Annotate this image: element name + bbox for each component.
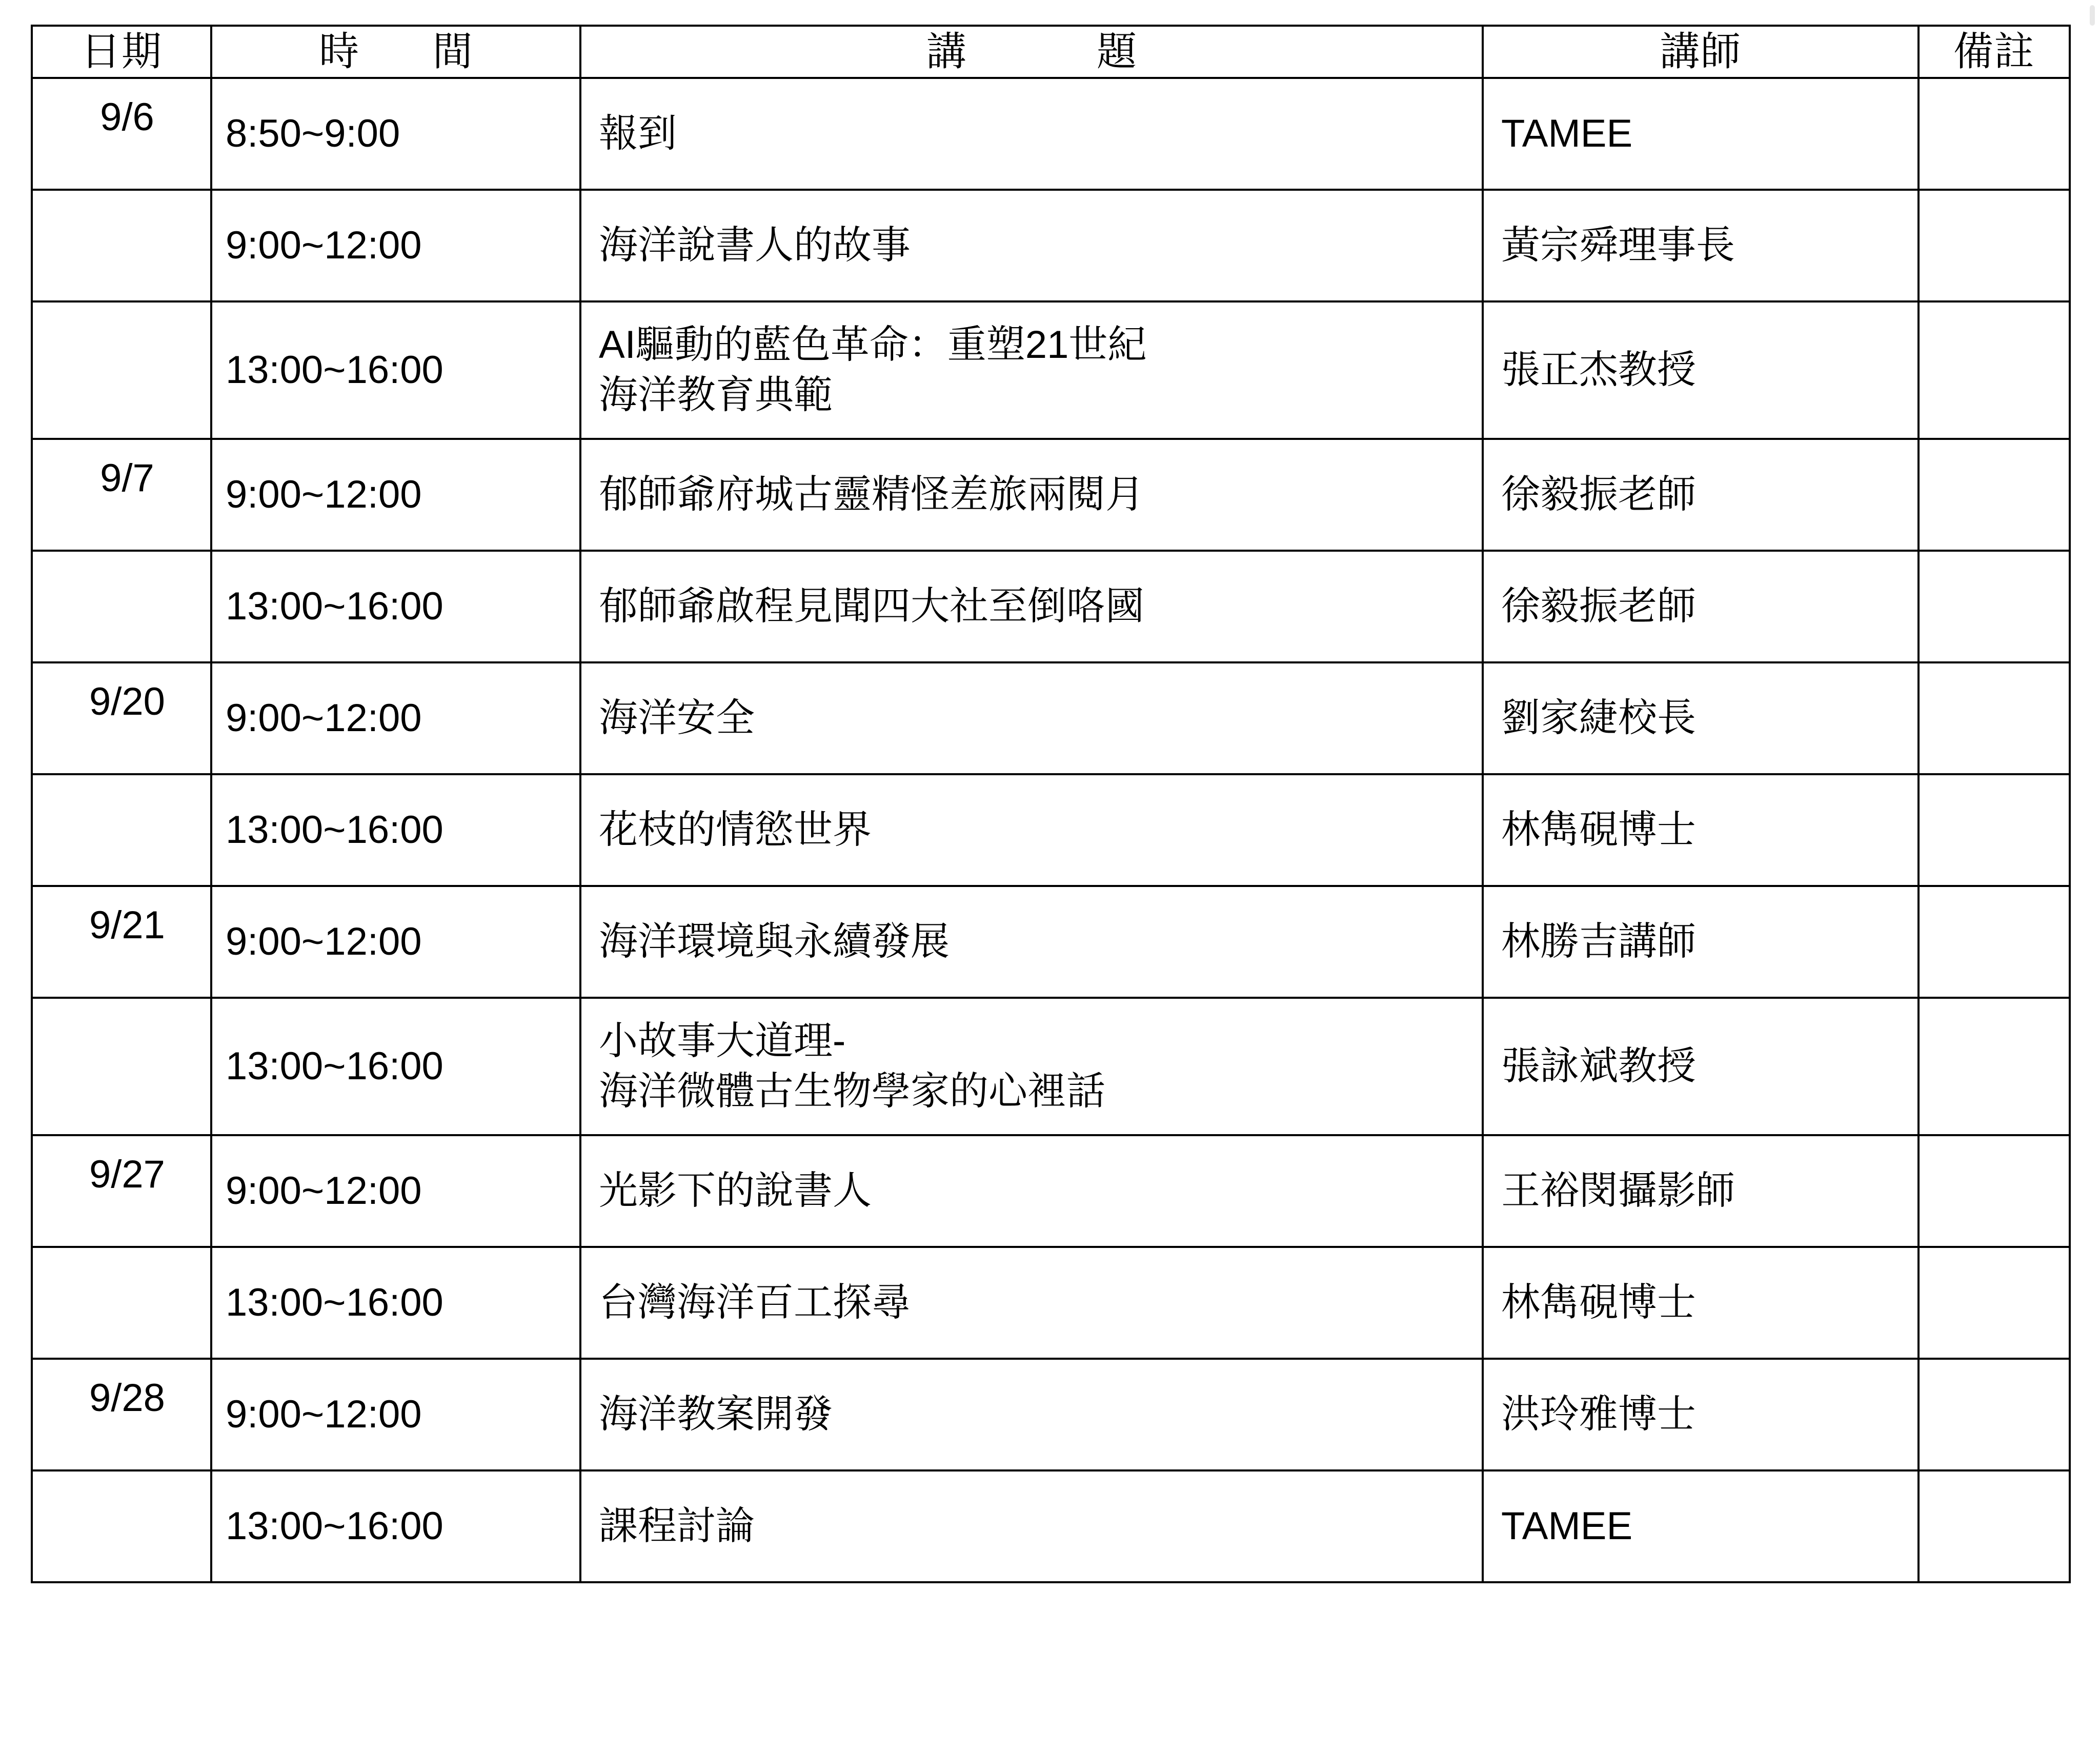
cell-time: 13:00~16:00 — [211, 1247, 580, 1359]
cell-date — [32, 998, 211, 1135]
topic-line-1: 小故事大道理- — [599, 1019, 846, 1063]
cell-speaker: 林雋硯博士 — [1483, 774, 1919, 886]
cell-note — [1919, 1135, 2070, 1247]
topic-line-1: 花枝的情慾世界 — [599, 808, 872, 852]
cell-topic — [580, 439, 1483, 551]
table-row — [32, 1247, 2070, 1359]
table-row — [32, 1470, 2070, 1582]
table-row — [32, 774, 2070, 886]
table-row — [32, 662, 2070, 774]
cell-speaker: 徐毅振老師 — [1483, 439, 1919, 551]
cell-date — [32, 78, 211, 190]
table-row — [32, 190, 2070, 301]
cell-note — [1919, 551, 2070, 662]
cell-time: 13:00~16:00 — [211, 774, 580, 886]
topic-line-1: 海洋安全 — [599, 696, 755, 740]
cell-time: 9:00~12:00 — [211, 190, 580, 301]
cell-note — [1919, 1359, 2070, 1470]
cell-note — [1919, 1247, 2070, 1359]
cell-note — [1919, 1470, 2070, 1582]
cell-time: 13:00~16:00 — [211, 551, 580, 662]
topic-line-2: 海洋教育典範 — [599, 373, 833, 417]
cell-date — [32, 190, 211, 301]
schedule-table — [31, 25, 2071, 1583]
column-header-topic: 講 題 — [580, 26, 1483, 78]
topic-line-1: 郁師爺啟程見聞四大社至倒咯國 — [599, 584, 1144, 628]
cell-time: 13:00~16:00 — [211, 1470, 580, 1582]
topic-line-1: 海洋說書人的故事 — [599, 223, 911, 267]
cell-speaker: 洪玲雅博士 — [1483, 1359, 1919, 1470]
cell-note — [1919, 301, 2070, 439]
cell-topic — [580, 1470, 1483, 1582]
column-header-date: 日期 — [32, 26, 211, 78]
cell-date — [32, 662, 211, 774]
topic-line-1: AI驅動的藍色革命：重塑21世紀 — [599, 323, 1147, 367]
cell-topic — [580, 301, 1483, 439]
cell-note — [1919, 439, 2070, 551]
cell-time: 13:00~16:00 — [211, 301, 580, 439]
column-header-speaker: 講師 — [1483, 26, 1919, 78]
cell-speaker: 張正杰教授 — [1483, 301, 1919, 439]
cell-speaker: 林雋硯博士 — [1483, 1247, 1919, 1359]
cell-speaker: 黃宗舜理事長 — [1483, 190, 1919, 301]
cell-date — [32, 301, 211, 439]
cell-note — [1919, 886, 2070, 998]
cell-date — [32, 1470, 211, 1582]
topic-line-1: 光影下的說書人 — [599, 1168, 872, 1213]
topic-line-1: 課程討論 — [599, 1504, 755, 1548]
cell-topic — [580, 998, 1483, 1135]
cell-topic — [580, 774, 1483, 886]
cell-topic — [580, 78, 1483, 190]
cell-note — [1919, 662, 2070, 774]
table-row — [32, 886, 2070, 998]
cell-note — [1919, 998, 2070, 1135]
scrollbar-thumb[interactable] — [2090, 5, 2095, 26]
table-header-row — [32, 26, 2070, 78]
date-text: 9/7 — [100, 456, 154, 500]
topic-line-1: 報到 — [599, 111, 677, 155]
cell-topic — [580, 662, 1483, 774]
cell-date — [32, 551, 211, 662]
cell-topic — [580, 551, 1483, 662]
date-text: 9/6 — [100, 95, 154, 139]
date-text: 9/21 — [89, 903, 165, 947]
table-row — [32, 439, 2070, 551]
cell-date — [32, 1247, 211, 1359]
cell-date — [32, 1359, 211, 1470]
table-row — [32, 1359, 2070, 1470]
column-header-time: 時 間 — [211, 26, 580, 78]
cell-time: 8:50~9:00 — [211, 78, 580, 190]
cell-time: 9:00~12:00 — [211, 886, 580, 998]
table-row — [32, 78, 2070, 190]
cell-date — [32, 439, 211, 551]
schedule-table-body — [32, 78, 2070, 1582]
cell-speaker: 王裕閔攝影師 — [1483, 1135, 1919, 1247]
cell-time: 9:00~12:00 — [211, 662, 580, 774]
cell-speaker: 徐毅振老師 — [1483, 551, 1919, 662]
cell-speaker: 林勝吉講師 — [1483, 886, 1919, 998]
column-header-note: 備註 — [1919, 26, 2070, 78]
cell-note — [1919, 774, 2070, 886]
cell-date — [32, 1135, 211, 1247]
cell-time: 9:00~12:00 — [211, 1359, 580, 1470]
topic-line-1: 海洋環境與永續發展 — [599, 919, 950, 963]
cell-speaker: 劉家緁校長 — [1483, 662, 1919, 774]
cell-topic — [580, 1135, 1483, 1247]
table-row — [32, 301, 2070, 439]
topic-line-2: 海洋微體古生物學家的心裡話 — [599, 1069, 1105, 1113]
cell-topic — [580, 886, 1483, 998]
cell-note — [1919, 190, 2070, 301]
date-text: 9/28 — [89, 1376, 165, 1420]
cell-time: 13:00~16:00 — [211, 998, 580, 1135]
cell-time: 9:00~12:00 — [211, 1135, 580, 1247]
date-text: 9/27 — [89, 1152, 165, 1196]
topic-line-1: 台灣海洋百工探尋 — [599, 1280, 911, 1324]
cell-topic — [580, 190, 1483, 301]
table-row — [32, 1135, 2070, 1247]
topic-line-1: 郁師爺府城古靈精怪差旅兩閱月 — [599, 472, 1144, 516]
cell-time: 9:00~12:00 — [211, 439, 580, 551]
cell-note — [1919, 78, 2070, 190]
table-row — [32, 998, 2070, 1135]
cell-topic — [580, 1359, 1483, 1470]
date-text: 9/20 — [89, 679, 165, 723]
topic-line-1: 海洋教案開發 — [599, 1392, 833, 1436]
cell-speaker: TAMEE — [1483, 78, 1919, 190]
cell-date — [32, 886, 211, 998]
cell-date — [32, 774, 211, 886]
table-row — [32, 551, 2070, 662]
cell-speaker: 張詠斌教授 — [1483, 998, 1919, 1135]
cell-topic — [580, 1247, 1483, 1359]
cell-speaker: TAMEE — [1483, 1470, 1919, 1582]
